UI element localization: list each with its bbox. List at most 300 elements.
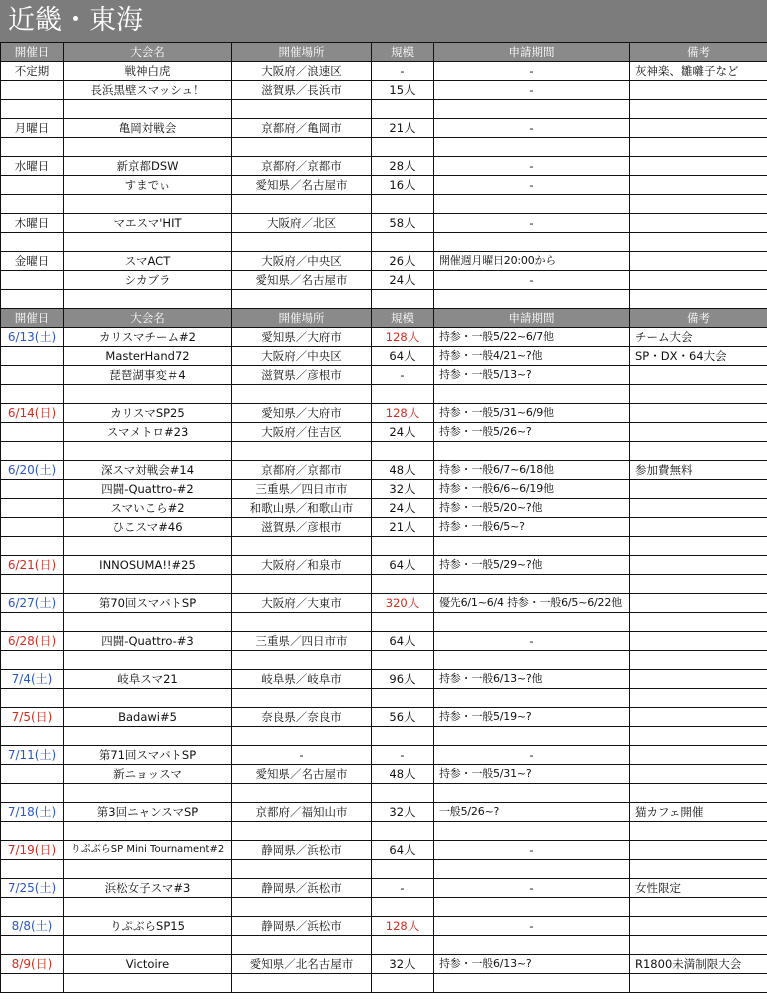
cell-scale: 48人	[372, 765, 434, 784]
cell-event-name: 第3回ニャンスマSP	[64, 803, 232, 822]
cell-application-period	[434, 138, 630, 157]
cell-application-period: 持参・一般5/13~?	[434, 366, 630, 385]
cell-scale	[372, 537, 434, 556]
cell-scale: 32人	[372, 803, 434, 822]
table-row	[1, 138, 767, 157]
cell-application-period	[434, 100, 630, 119]
cell-application-period: -	[434, 917, 630, 936]
cell-date: 不定期	[1, 62, 64, 81]
cell-event-name	[64, 138, 232, 157]
cell-notes	[630, 898, 767, 917]
cell-scale	[372, 651, 434, 670]
table-row	[1, 366, 767, 385]
cell-date	[1, 233, 64, 252]
cell-date	[1, 195, 64, 214]
cell-application-period: -	[434, 81, 630, 100]
cell-application-period: -	[434, 157, 630, 176]
table-row	[1, 252, 767, 271]
cell-scale: 32人	[372, 955, 434, 974]
cell-application-period	[434, 537, 630, 556]
cell-notes	[630, 233, 767, 252]
cell-scale: 24人	[372, 423, 434, 442]
cell-scale	[372, 784, 434, 803]
cell-venue: 京都府／福知山市	[232, 803, 372, 822]
cell-application-period: 持参・一般6/7~6/18他	[434, 461, 630, 480]
cell-event-name: カリスマチーム#2	[64, 328, 232, 347]
cell-scale: 64人	[372, 841, 434, 860]
cell-venue: 滋賀県／長浜市	[232, 81, 372, 100]
cell-application-period: 持参・一般5/22~6/7他	[434, 328, 630, 347]
cell-scale	[372, 575, 434, 594]
cell-scale: 21人	[372, 518, 434, 537]
cell-venue: 大阪府／北区	[232, 214, 372, 233]
cell-scale: 32人	[372, 480, 434, 499]
cell-date	[1, 176, 64, 195]
cell-scale: 56人	[372, 708, 434, 727]
cell-event-name: Badawi#5	[64, 708, 232, 727]
cell-venue: 奈良県／奈良市	[232, 708, 372, 727]
cell-scale	[372, 613, 434, 632]
cell-date: 8/8(土)	[1, 917, 64, 936]
cell-notes	[630, 651, 767, 670]
cell-date	[1, 537, 64, 556]
cell-notes	[630, 480, 767, 499]
table-row	[1, 290, 767, 309]
table-row	[1, 176, 767, 195]
cell-event-name: 四闘-Quattro-#2	[64, 480, 232, 499]
title-bar	[0, 0, 767, 42]
cell-scale: 64人	[372, 632, 434, 651]
cell-notes	[630, 423, 767, 442]
cell-application-period: 持参・一般6/5~?	[434, 518, 630, 537]
cell-notes: 参加費無料	[630, 461, 767, 480]
cell-venue	[232, 195, 372, 214]
cell-event-name	[64, 537, 232, 556]
cell-scale: -	[372, 62, 434, 81]
cell-date: 金曜日	[1, 252, 64, 271]
table-row	[1, 442, 767, 461]
cell-application-period: 持参・一般5/26~?	[434, 423, 630, 442]
cell-venue: 京都府／京都市	[232, 157, 372, 176]
cell-notes	[630, 708, 767, 727]
cell-event-name: 深スマ対戦会#14	[64, 461, 232, 480]
cell-event-name: カリスマSP25	[64, 404, 232, 423]
table-row	[1, 727, 767, 746]
table-row	[1, 670, 767, 689]
cell-venue	[232, 974, 372, 993]
table-row	[1, 271, 767, 290]
table-row	[1, 822, 767, 841]
cell-date: 水曜日	[1, 157, 64, 176]
cell-application-period	[434, 613, 630, 632]
cell-venue	[232, 651, 372, 670]
cell-application-period	[434, 974, 630, 993]
cell-venue: 三重県／四日市市	[232, 632, 372, 651]
cell-date	[1, 290, 64, 309]
cell-notes	[630, 670, 767, 689]
cell-scale	[372, 898, 434, 917]
table-row	[1, 784, 767, 803]
header-notes: 備考	[630, 309, 767, 328]
cell-scale	[372, 689, 434, 708]
cell-date: 木曜日	[1, 214, 64, 233]
cell-date: 6/20(土)	[1, 461, 64, 480]
cell-notes: 女性限定	[630, 879, 767, 898]
cell-event-name	[64, 290, 232, 309]
cell-venue: 静岡県／浜松市	[232, 917, 372, 936]
cell-application-period	[434, 385, 630, 404]
cell-notes: 灰神楽、雛囃子など	[630, 62, 767, 81]
cell-notes	[630, 404, 767, 423]
cell-venue	[232, 689, 372, 708]
header-scale: 規模	[372, 43, 434, 62]
cell-venue: 愛知県／北名古屋市	[232, 955, 372, 974]
table-row	[1, 347, 767, 366]
cell-scale: -	[372, 879, 434, 898]
cell-application-period: -	[434, 62, 630, 81]
table-row	[1, 689, 767, 708]
cell-application-period: 持参・一般5/31~?	[434, 765, 630, 784]
cell-date: 6/21(日)	[1, 556, 64, 575]
cell-notes	[630, 727, 767, 746]
cell-venue	[232, 936, 372, 955]
cell-date	[1, 784, 64, 803]
cell-notes	[630, 575, 767, 594]
cell-date	[1, 138, 64, 157]
header-event-name: 大会名	[64, 43, 232, 62]
cell-venue: 愛知県／名古屋市	[232, 176, 372, 195]
header-notes: 備考	[630, 43, 767, 62]
cell-event-name	[64, 784, 232, 803]
cell-event-name	[64, 575, 232, 594]
cell-event-name: りぷぶらSP15	[64, 917, 232, 936]
cell-notes	[630, 442, 767, 461]
cell-application-period	[434, 442, 630, 461]
cell-venue: 岐阜県／岐阜市	[232, 670, 372, 689]
cell-notes	[630, 252, 767, 271]
cell-event-name: ひこスマ#46	[64, 518, 232, 537]
cell-event-name: マエスマ'HIT	[64, 214, 232, 233]
cell-venue	[232, 898, 372, 917]
cell-date	[1, 765, 64, 784]
cell-event-name	[64, 442, 232, 461]
cell-date	[1, 366, 64, 385]
cell-date	[1, 651, 64, 670]
table-row	[1, 556, 767, 575]
cell-venue: 和歌山県／和歌山市	[232, 499, 372, 518]
cell-event-name: 新ニョッスマ	[64, 765, 232, 784]
cell-date: 8/9(日)	[1, 955, 64, 974]
cell-application-period: 開催週月曜日20:00から	[434, 252, 630, 271]
cell-event-name	[64, 936, 232, 955]
cell-notes: R1800未満制限大会	[630, 955, 767, 974]
cell-scale: 64人	[372, 556, 434, 575]
cell-scale: -	[372, 366, 434, 385]
cell-event-name: 岐阜スマ21	[64, 670, 232, 689]
cell-venue: 愛知県／大府市	[232, 404, 372, 423]
cell-scale	[372, 195, 434, 214]
cell-event-name	[64, 385, 232, 404]
cell-notes	[630, 366, 767, 385]
cell-date	[1, 518, 64, 537]
cell-venue: 大阪府／中央区	[232, 347, 372, 366]
cell-notes	[630, 271, 767, 290]
cell-notes	[630, 518, 767, 537]
cell-date: 6/27(土)	[1, 594, 64, 613]
cell-scale	[372, 727, 434, 746]
header-application-period: 申請期間	[434, 309, 630, 328]
table-row	[1, 100, 767, 119]
cell-scale	[372, 100, 434, 119]
cell-application-period: -	[434, 119, 630, 138]
cell-event-name: スマACT	[64, 252, 232, 271]
cell-application-period: -	[434, 841, 630, 860]
header-date: 開催日	[1, 43, 64, 62]
cell-notes	[630, 214, 767, 233]
cell-event-name: 第70回スマバトSP	[64, 594, 232, 613]
cell-date	[1, 423, 64, 442]
table-row	[1, 461, 767, 480]
cell-event-name: 新京都DSW	[64, 157, 232, 176]
cell-event-name	[64, 100, 232, 119]
cell-scale: 64人	[372, 347, 434, 366]
cell-venue	[232, 727, 372, 746]
cell-venue	[232, 575, 372, 594]
cell-event-name	[64, 727, 232, 746]
cell-date	[1, 860, 64, 879]
cell-venue	[232, 442, 372, 461]
cell-venue: 愛知県／名古屋市	[232, 271, 372, 290]
cell-venue: 大阪府／大東市	[232, 594, 372, 613]
cell-notes	[630, 822, 767, 841]
cell-venue: 大阪府／浪速区	[232, 62, 372, 81]
cell-date	[1, 822, 64, 841]
table-row	[1, 233, 767, 252]
cell-event-name	[64, 860, 232, 879]
cell-application-period	[434, 860, 630, 879]
table-row	[1, 119, 767, 138]
cell-date: 7/18(土)	[1, 803, 64, 822]
cell-notes	[630, 613, 767, 632]
cell-scale: 24人	[372, 271, 434, 290]
cell-application-period: -	[434, 746, 630, 765]
table-row	[1, 765, 767, 784]
cell-venue: -	[232, 746, 372, 765]
cell-notes	[630, 81, 767, 100]
cell-application-period: -	[434, 879, 630, 898]
cell-venue	[232, 860, 372, 879]
table-row	[1, 860, 767, 879]
cell-application-period	[434, 233, 630, 252]
cell-venue	[232, 100, 372, 119]
cell-event-name: 長浜黒壁スマッシュ！	[64, 81, 232, 100]
cell-date	[1, 347, 64, 366]
cell-notes	[630, 290, 767, 309]
page-title: 近畿・東海	[8, 5, 143, 36]
table-row	[1, 404, 767, 423]
cell-application-period	[434, 651, 630, 670]
cell-event-name: Victoire	[64, 955, 232, 974]
cell-application-period	[434, 689, 630, 708]
cell-event-name	[64, 689, 232, 708]
cell-application-period: 持参・一般5/20~?他	[434, 499, 630, 518]
table-row	[1, 480, 767, 499]
cell-notes	[630, 765, 767, 784]
cell-event-name	[64, 974, 232, 993]
cell-notes	[630, 689, 767, 708]
cell-event-name: 琵琶湖事変＃4	[64, 366, 232, 385]
cell-application-period: 持参・一般5/19~?	[434, 708, 630, 727]
cell-scale	[372, 233, 434, 252]
cell-scale: 28人	[372, 157, 434, 176]
cell-notes	[630, 632, 767, 651]
cell-venue	[232, 233, 372, 252]
cell-event-name: 第71回スマバトSP	[64, 746, 232, 765]
cell-scale: 24人	[372, 499, 434, 518]
cell-event-name: 戦神白虎	[64, 62, 232, 81]
cell-notes	[630, 974, 767, 993]
cell-event-name	[64, 898, 232, 917]
cell-venue: 愛知県／大府市	[232, 328, 372, 347]
cell-application-period: 一般5/26~?	[434, 803, 630, 822]
table-row	[1, 195, 767, 214]
cell-application-period: -	[434, 632, 630, 651]
cell-scale	[372, 860, 434, 879]
cell-notes	[630, 157, 767, 176]
cell-scale	[372, 290, 434, 309]
cell-venue: 三重県／四日市市	[232, 480, 372, 499]
cell-application-period: -	[434, 176, 630, 195]
table-row	[1, 955, 767, 974]
cell-application-period	[434, 898, 630, 917]
cell-notes	[630, 784, 767, 803]
header-date: 開催日	[1, 309, 64, 328]
cell-date	[1, 385, 64, 404]
cell-date: 6/28(日)	[1, 632, 64, 651]
cell-scale: -	[372, 746, 434, 765]
cell-event-name: すまでぃ	[64, 176, 232, 195]
cell-venue: 京都府／亀岡市	[232, 119, 372, 138]
cell-application-period	[434, 784, 630, 803]
cell-date	[1, 974, 64, 993]
table-row	[1, 518, 767, 537]
cell-notes	[630, 556, 767, 575]
cell-scale: 58人	[372, 214, 434, 233]
cell-event-name	[64, 233, 232, 252]
cell-application-period: 持参・一般6/13~?	[434, 955, 630, 974]
table-row	[1, 708, 767, 727]
cell-notes	[630, 138, 767, 157]
header-venue: 開催場所	[232, 43, 372, 62]
cell-notes: 猫カフェ開催	[630, 803, 767, 822]
cell-date: 6/14(日)	[1, 404, 64, 423]
cell-scale: 128人	[372, 917, 434, 936]
cell-date	[1, 727, 64, 746]
cell-date	[1, 613, 64, 632]
cell-date	[1, 81, 64, 100]
table-row	[1, 613, 767, 632]
cell-date: 7/25(土)	[1, 879, 64, 898]
cell-scale: 320人	[372, 594, 434, 613]
cell-date	[1, 689, 64, 708]
schedule-table	[0, 42, 767, 993]
cell-scale: 16人	[372, 176, 434, 195]
cell-notes	[630, 917, 767, 936]
cell-event-name: 亀岡対戦会	[64, 119, 232, 138]
cell-application-period	[434, 936, 630, 955]
table-row	[1, 746, 767, 765]
cell-venue: 愛知県／名古屋市	[232, 765, 372, 784]
header-venue: 開催場所	[232, 309, 372, 328]
table-row	[1, 537, 767, 556]
cell-notes	[630, 594, 767, 613]
cell-application-period	[434, 575, 630, 594]
header-scale: 規模	[372, 309, 434, 328]
cell-notes	[630, 841, 767, 860]
cell-date	[1, 442, 64, 461]
cell-venue: 大阪府／住吉区	[232, 423, 372, 442]
cell-scale	[372, 442, 434, 461]
cell-date: 7/11(土)	[1, 746, 64, 765]
cell-venue: 静岡県／浜松市	[232, 879, 372, 898]
cell-event-name: INNOSUMA!!#25	[64, 556, 232, 575]
cell-date: 7/4(土)	[1, 670, 64, 689]
cell-notes: チーム大会	[630, 328, 767, 347]
cell-venue	[232, 822, 372, 841]
table-row	[1, 575, 767, 594]
cell-date	[1, 898, 64, 917]
cell-event-name: MasterHand72	[64, 347, 232, 366]
table-row	[1, 917, 767, 936]
cell-date	[1, 499, 64, 518]
cell-notes	[630, 100, 767, 119]
cell-date	[1, 575, 64, 594]
cell-venue: 静岡県／浜松市	[232, 841, 372, 860]
cell-notes	[630, 176, 767, 195]
cell-application-period	[434, 822, 630, 841]
cell-application-period: 持参・一般6/13~?他	[434, 670, 630, 689]
cell-application-period: -	[434, 214, 630, 233]
cell-scale	[372, 822, 434, 841]
cell-date	[1, 480, 64, 499]
cell-event-name: シカブラ	[64, 271, 232, 290]
cell-scale: 128人	[372, 328, 434, 347]
cell-application-period	[434, 727, 630, 746]
cell-notes: SP・DX・64大会	[630, 347, 767, 366]
cell-venue: 滋賀県／彦根市	[232, 366, 372, 385]
cell-venue	[232, 784, 372, 803]
table-row	[1, 214, 767, 233]
cell-scale	[372, 385, 434, 404]
cell-venue: 京都府／京都市	[232, 461, 372, 480]
cell-event-name	[64, 195, 232, 214]
cell-scale: 21人	[372, 119, 434, 138]
cell-notes	[630, 537, 767, 556]
cell-scale	[372, 974, 434, 993]
cell-notes	[630, 499, 767, 518]
table-row	[1, 651, 767, 670]
table-row	[1, 499, 767, 518]
cell-notes	[630, 936, 767, 955]
cell-notes	[630, 385, 767, 404]
table-row	[1, 898, 767, 917]
cell-venue	[232, 613, 372, 632]
cell-event-name: 浜松女子スマ#3	[64, 879, 232, 898]
cell-application-period	[434, 290, 630, 309]
table-row	[1, 62, 767, 81]
cell-event-name: スマメトロ#23	[64, 423, 232, 442]
header-row	[1, 309, 767, 328]
